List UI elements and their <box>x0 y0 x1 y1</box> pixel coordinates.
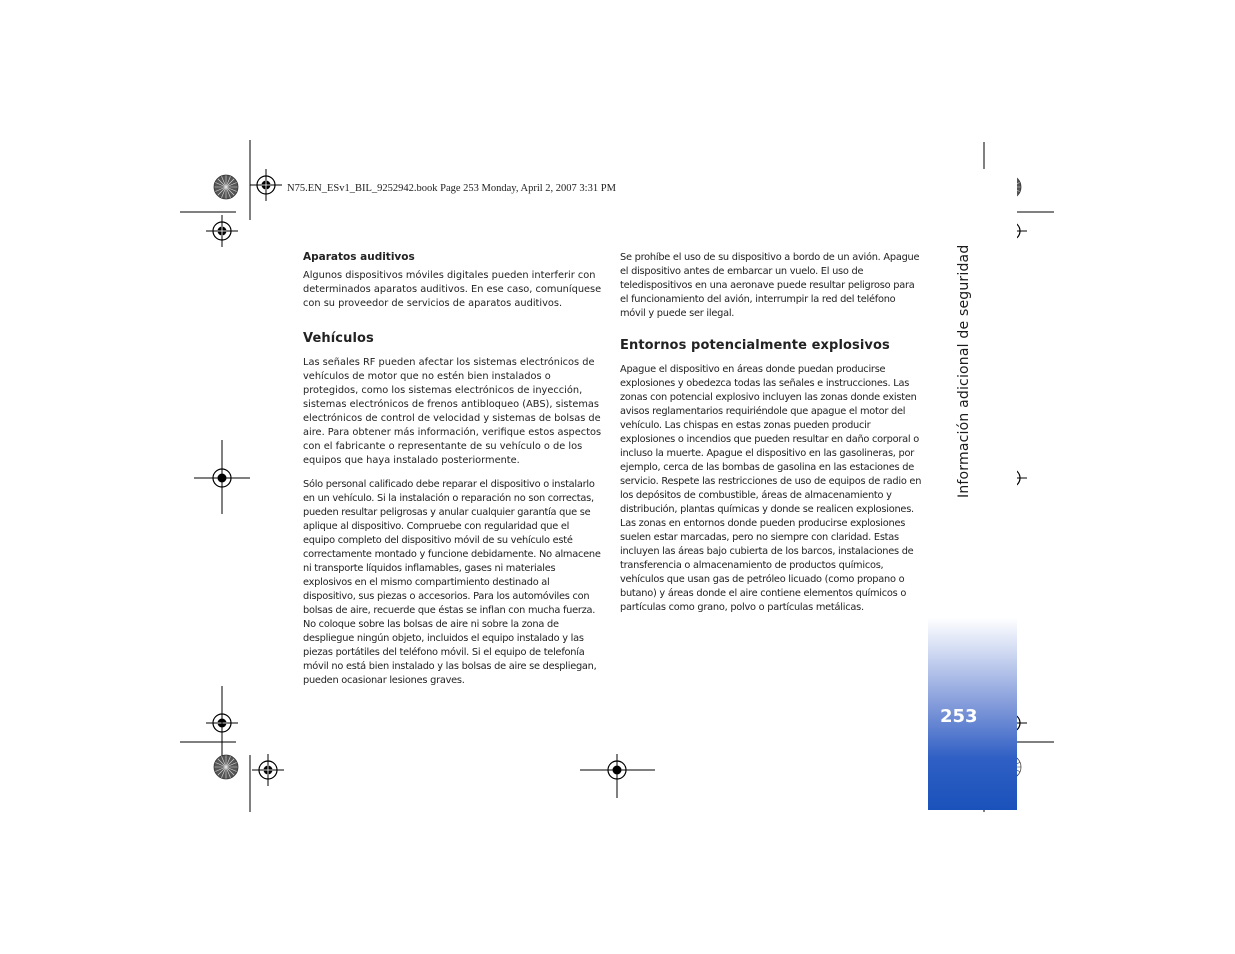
left-column <box>303 251 603 696</box>
page-number: 253 <box>940 706 978 727</box>
paragraph-hearing-aids: Algunos dispositivos móviles digitales pueden interferir con determinados aparatos auditivos. En ese caso, comuníquese con su proveedor de servicios de aparatos auditivos. <box>303 270 602 309</box>
paragraph-vehicles-2: Sólo personal calificado debe reparar el dispositivo o instalarlo en un vehículo. Si la instalación o reparación no son correctas, pueden resultar peligrosas y anular cualquier garantía que se aplique al dispositivo. Compruebe con regularidad que el equipo completo del dispositivo móvil de su vehículo esté correctamente montado y funcione debidamente. No almacene ni transporte líquidos inflamables, gases ni materiales explosivos en el mismo compartimiento destinado al dispositivo, sus piezas o accesorios. Para los automóviles con bolsas de aire, recuerde que éstas se inflan con mucha fuerza. No coloque sobre las bolsas de aire ni sobre la zona de despliegue ningún objeto, incluidos el equipo instalado y las piezas portátiles del teléfono móvil. Si el equipo de telefonía móvil no está bien instalado y las bolsas de aire se despliegan, pueden ocasionar lesiones graves. <box>303 479 601 686</box>
heading-explosive-environments: Entornos potencialmente explosivos <box>620 338 890 353</box>
heading-vehicles: Vehículos <box>303 331 374 346</box>
paragraph-aircraft: Se prohíbe el uso de su dispositivo a bordo de un avión. Apague el dispositivo antes de embarcar un vuelo. El uso de teledispositivos en una aeronave puede resultar peligroso para el funcionamiento del avión, interrumpir la red del teléfono móvil y puede ser ilegal. <box>620 252 920 319</box>
paragraph-explosive-environments: Apague el dispositivo en áreas donde puedan producirse explosiones y obedezca todas las señales e instrucciones. Las zonas con potencial explosivo incluyen las zonas donde existen avisos reglamentarios requiriéndole que apague el motor del vehículo. Las chispas en estas zonas pueden producir explosiones o incendios que pueden resultar en daño corporal o incluso la muerte. Apague el dispositivo en las gasolineras, por ejemplo, cerca de las bombas de gasolina en las estaciones de servicio. Respete las restricciones de uso de equipos de radio en los depósitos de combustible, áreas de almacenamiento y distribución, plantas químicas y donde se realicen explosiones. Las zonas en entornos donde pueden producirse explosiones suelen estar marcadas, pero no siempre con claridad. Estas incluyen las áreas bajo cubierta de los barcos, instalaciones de transferencia o almacenamiento de productos químicos, vehículos que usan gas de petróleo licuado (como propano o butano) y áreas donde el aire contiene elementos químicos o partículas como grano, polvo o partículas metálicas. <box>620 364 922 613</box>
heading-hearing-aids: Aparatos auditivos <box>303 251 415 263</box>
running-header: N75.EN_ESv1_BIL_9252942.book Page 253 Monday, April 2, 2007 3:31 PM <box>287 183 616 194</box>
right-column <box>620 251 922 623</box>
section-title-vertical: Información adicional de seguridad <box>956 244 972 498</box>
paragraph-vehicles-1: Las señales RF pueden afectar los sistemas electrónicos de vehículos de motor que no estén bien instalados o protegidos, como los sistemas electrónicos de inyección, sistemas electrónicos de frenos antibloqueo (ABS), sistemas electrónicos de control de velocidad y sistemas de bolsas de aire. Para obtener más información, verifique estos aspectos con el fabricante o representante de su vehículo o de los equipos que haya instalado posteriormente. <box>303 357 602 466</box>
